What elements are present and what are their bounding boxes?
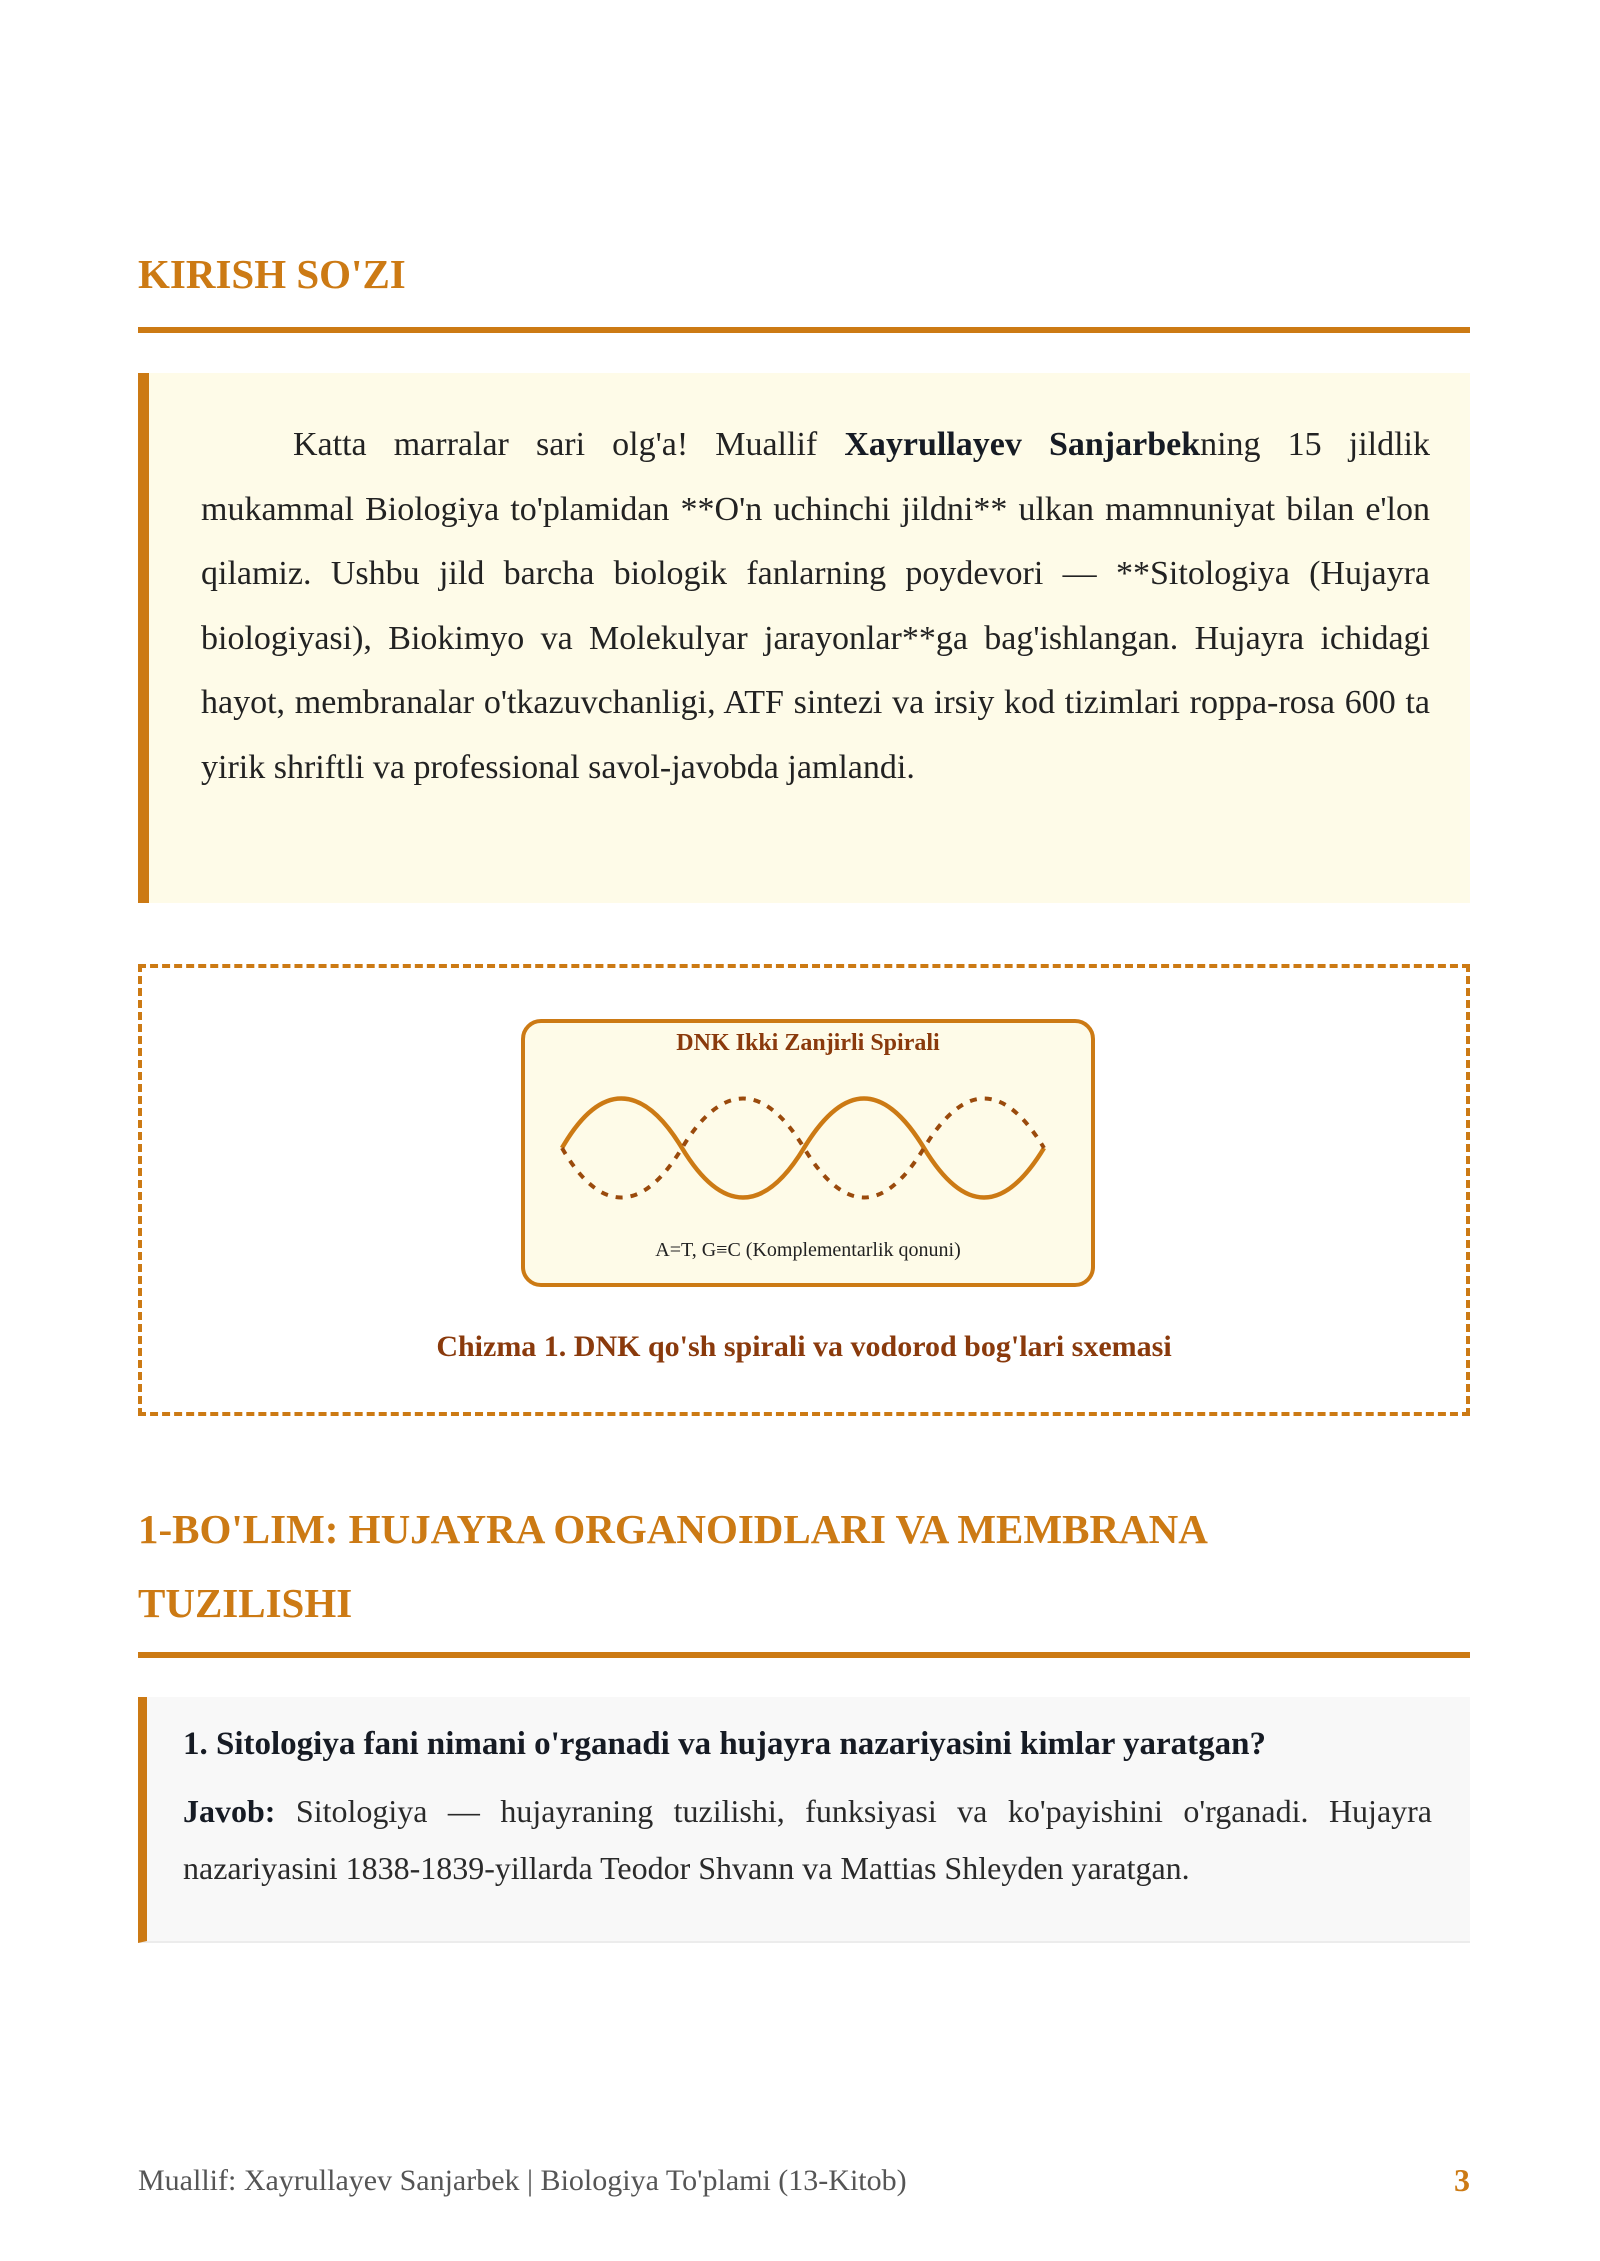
section1-heading-line1: 1-BO'LIM: HUJAYRA ORGANOIDLARI VA MEMBRANA: [138, 1506, 1208, 1552]
qa-answer-text: Sitologiya — hujayraning tuzilishi, funksiyasi va ko'payishini o'rganadi. Hujayra nazariyasini 1838-1839-yillarda Teodor Shvann va Mattias Shleyden yaratgan.: [183, 1793, 1432, 1886]
qa-answer: [183, 1783, 1432, 1897]
intro-text-after: ning 15 jildlik mukammal Biologiya to'plamidan **O'n uchinchi jildni** ulkan mamnuniyat bilan e'lon qilamiz. Ushbu jild barcha biologik fanlarning poydevori — **Sitologiya (Hujayra biologiyasi), Biokimyo va Molekulyar jarayonlar**ga bag'ishlangan. Hujayra ichidagi hayot, membranalar o'tkazuvchanligi, ATF sintezi va irsiy kod tizimlari roppa-rosa 600 ta yirik shriftli va professional savol-javobda jamlandi.: [201, 426, 1430, 786]
footer-text: Muallif: Xayrullayev Sanjarbek | Biologiya To'plami (13-Kitob): [138, 2164, 907, 2197]
section1-heading-rule: [138, 1652, 1470, 1658]
qa-item: [138, 1697, 1470, 1943]
figure-box: [138, 964, 1470, 1416]
figure-caption: Chizma 1. DNK qo'sh spirali va vodorod bog'lari sxemasi: [436, 1330, 1172, 1363]
qa-answer-label: Javob:: [183, 1793, 276, 1829]
intro-text-before: Katta marralar sari olg'a! Muallif: [293, 426, 845, 463]
qa-question: 1. Sitologiya fani nimani o'rganadi va hujayra nazariyasini kimlar yaratgan?: [183, 1726, 1266, 1762]
intro-author: Xayrullayev Sanjarbek: [844, 426, 1201, 463]
intro-box: [138, 373, 1470, 903]
intro-heading: KIRISH SO'ZI: [138, 251, 406, 297]
diagram-note: A=T, G≡C (Komplementarlik qonuni): [655, 1239, 961, 1261]
intro-paragraph: [201, 413, 1430, 800]
page-number: 3: [1454, 2162, 1470, 2198]
intro-heading-rule: [138, 327, 1470, 333]
section1-heading-line2: TUZILISHI: [138, 1580, 353, 1626]
diagram-title: DNK Ikki Zanjirli Spirali: [676, 1030, 940, 1056]
dna-helix-diagram: [520, 1018, 1096, 1290]
